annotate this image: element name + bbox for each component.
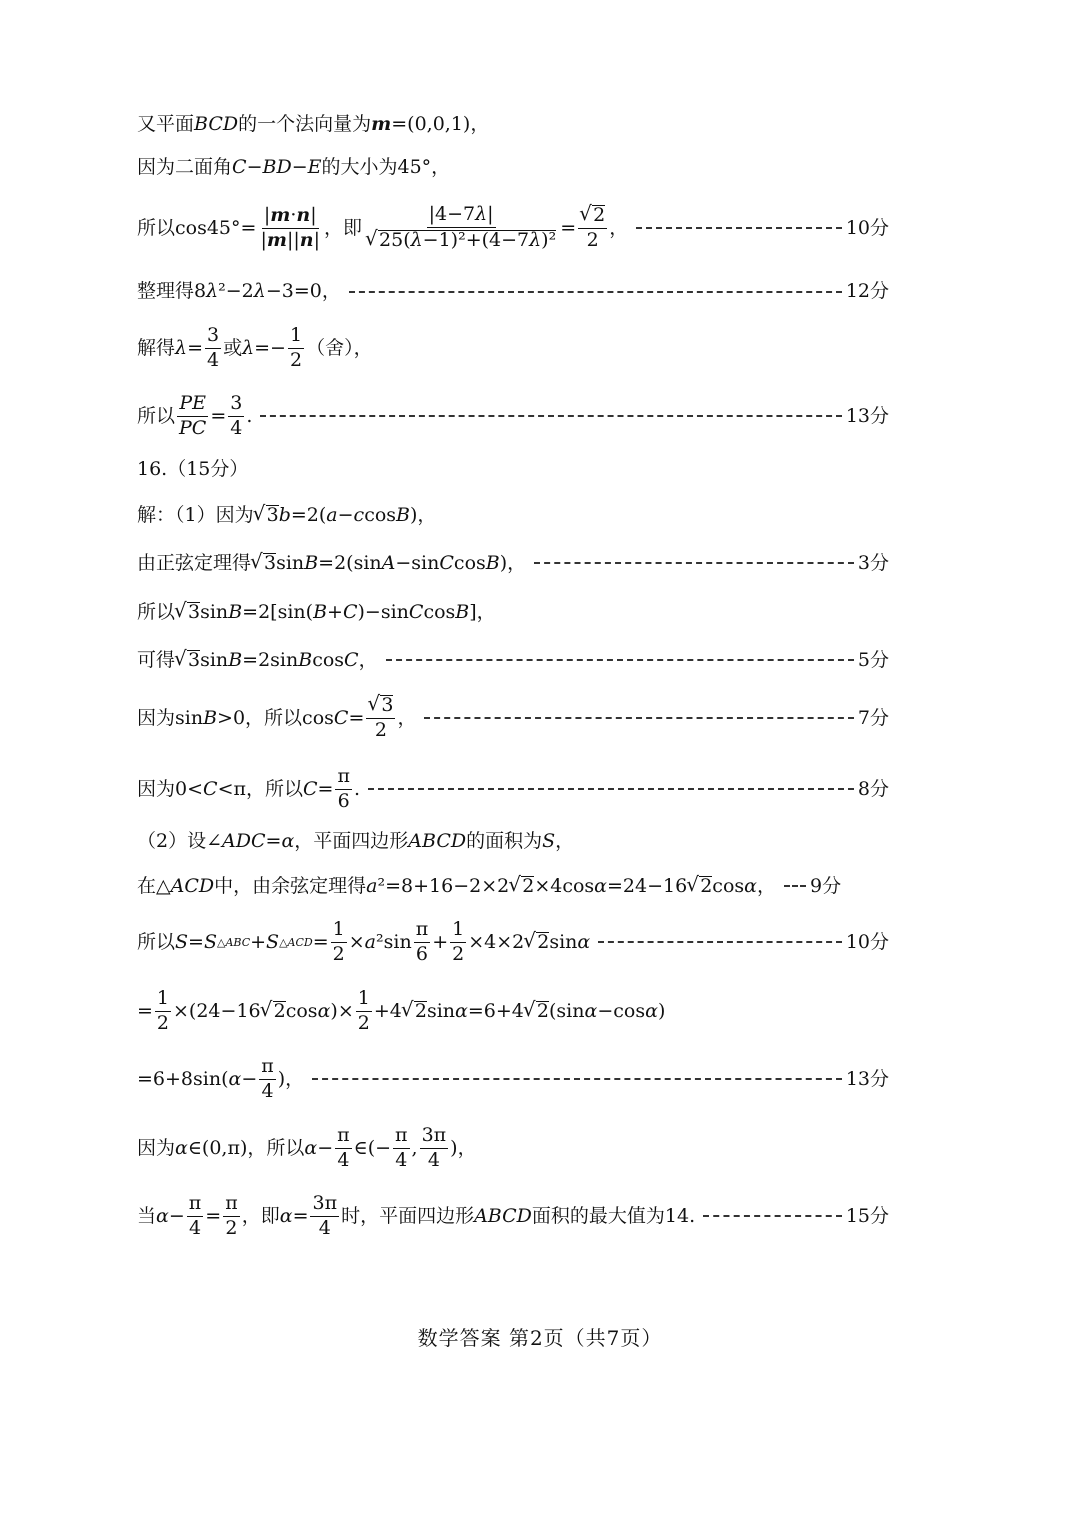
score-mark: 12分: [845, 280, 889, 302]
solution-line: 可得 √ 3 sin B =2sin B cos C ， 5分: [137, 650, 889, 671]
dotted-leader: [598, 941, 842, 943]
dotted-leader: [312, 1078, 842, 1080]
score-mark: 5分: [857, 648, 889, 671]
dotted-leader: [349, 291, 842, 293]
dotted-leader: [784, 885, 806, 887]
solution-line: 解：（1）因为 √ 3 b =2( a − c cos B )，: [137, 505, 889, 526]
dotted-leader: [636, 227, 842, 229]
score-mark: 8分: [857, 777, 889, 800]
solution-line: 在△ ACD 中，由余弦定理得 a ²=8+16−2×2 √ 2 ×4cos α =24−16 √ 2 cos α ， 9分: [137, 876, 889, 897]
solution-line: 所以 √ 3 sin B =2[sin( B + C )−sin C cos B ]，: [137, 602, 889, 623]
score-mark: 7分: [857, 706, 889, 729]
solution-line: 所以 S = S △ABC + S △ACD = $\frac{1}{2}$ × a ²sin $\frac{\pi}{6}$ + $\frac{1}{2}$ ×4×2 √ 2 sin α 10分: [137, 916, 889, 968]
score-mark: 10分: [845, 930, 889, 953]
dotted-leader: [424, 717, 853, 719]
question-number: 16.（15分）: [137, 458, 249, 480]
score-mark: 9分: [810, 874, 842, 897]
dotted-leader: [534, 562, 854, 564]
solution-line: 当 α − $\frac{\pi}{4}$ = $\frac{\pi}{2}$ ，即 α = $\frac{3\pi}{4}$ 时，平面四边形 ABCD 面积的最大值为14. 15分: [137, 1191, 889, 1239]
score-mark: 13分: [845, 404, 889, 427]
solution-line: 由正弦定理得 √ 3 sin B =2(sin A −sin C cos B )， 3分: [137, 553, 889, 574]
dotted-leader: [368, 788, 854, 790]
dotted-leader: [260, 415, 841, 417]
solution-line: 因为二面角 C − BD − E 的大小为45°，: [137, 156, 451, 178]
dotted-leader: [386, 659, 854, 661]
solution-line: 因为sin B >0，所以cos C = √ $\frac{3}{2}$ ， 7分: [137, 692, 889, 744]
score-mark: 10分: [845, 216, 889, 239]
solution-line: 因为 α ∈(0,π)，所以 α − $\frac{\pi}{4}$ ∈(− $\frac{\pi}{4}$ , $\frac{3\pi}{4}$ )，: [137, 1123, 477, 1171]
solution-line: 所以 $\frac{PE}{PC}$ = $\frac{3}{4}$ . 13分: [137, 391, 889, 439]
solution-line: （2）设∠ ADC = α ，平面四边形 ABCD 的面积为 S ，: [137, 830, 575, 852]
solution-line: 所以cos45°= $\frac{|m\cdot n|}{|m||n|}$ ，即 |4−7λ| √ 25(λ−1)²+(4−7λ)² = √ $\frac{2}{2}$ ， 10分: [137, 200, 889, 256]
solution-line: 整理得8 λ ²−2 λ −3=0， 12分: [137, 280, 889, 302]
solution-line: 解得 λ = $\frac{3}{4}$ 或 λ =− $\frac{1}{2}$ （舍），: [137, 323, 373, 371]
score-mark: 13分: [845, 1067, 889, 1090]
page-footer: 数学答案 第2页（共7页）: [417, 1326, 663, 1350]
solution-line: = $\frac{1}{2}$ ×(24−16 √ 2 cos α )× $\frac{1}{2}$ +4 √ 2 sin α =6+4 √ 2 (sin α −cos α ): [137, 985, 889, 1037]
dotted-leader: [703, 1215, 842, 1217]
solution-line: =6+8sin( α − $\frac{\pi}{4}$ )， 13分: [137, 1054, 889, 1102]
solution-line: 因为0< C <π，所以 C = $\frac{\pi}{6}$ . 8分: [137, 764, 889, 812]
score-mark: 3分: [857, 551, 889, 574]
solution-line: 又平面 BCD 的一个法向量为 m =(0,0,1)，: [137, 113, 490, 135]
score-mark: 15分: [845, 1204, 889, 1227]
